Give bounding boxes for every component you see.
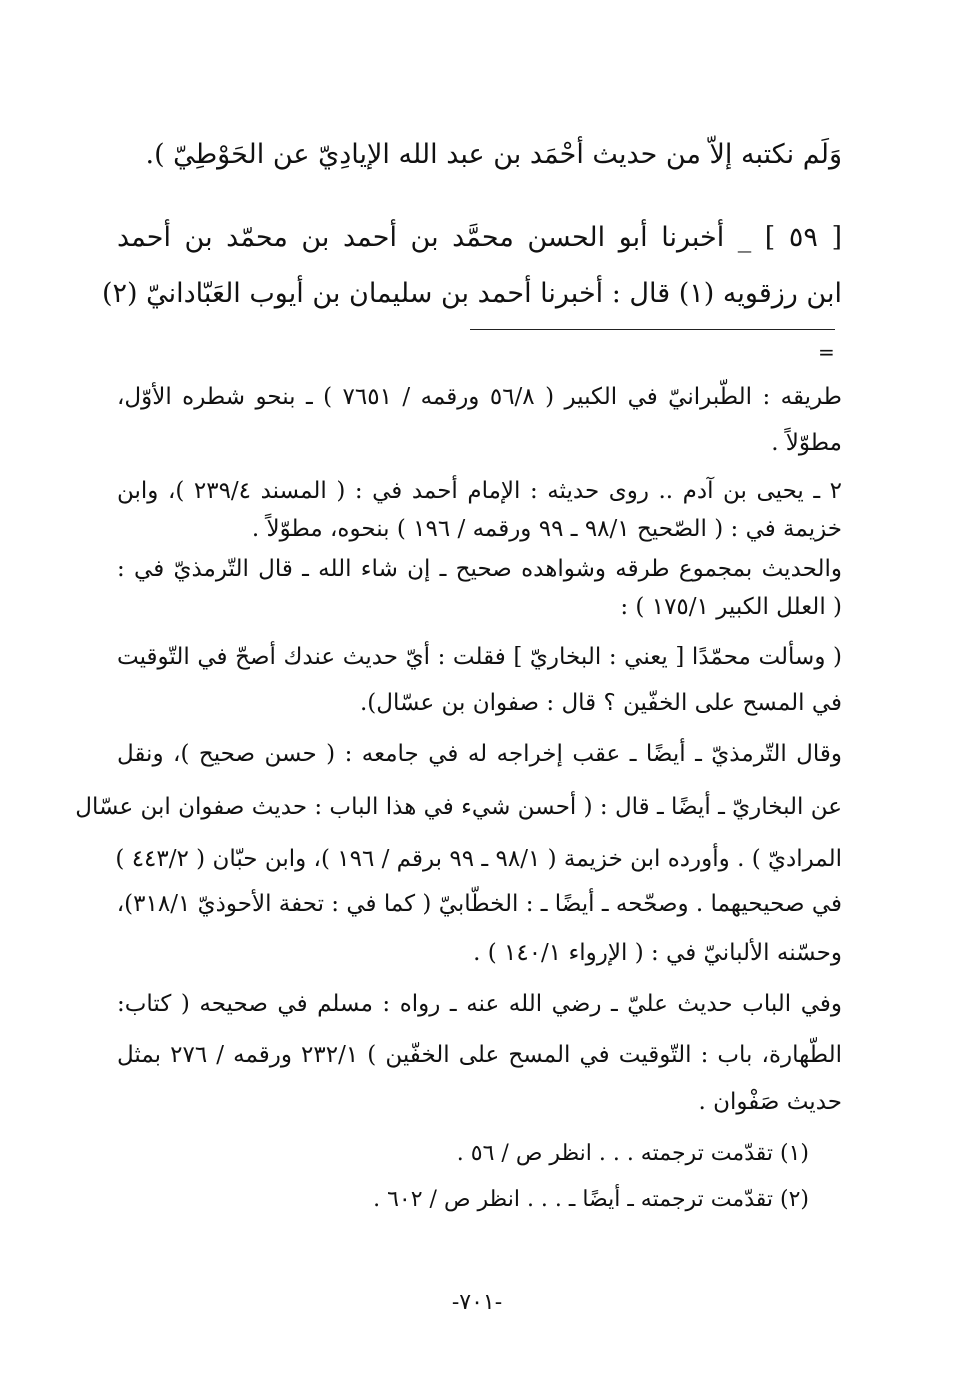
footnote-separator xyxy=(470,329,835,330)
footnote-p2-line-1: ٢ ـ يحيى بن آدم .. روى حديثه : الإمام أحمد في : ( المسند ٢٣٩/٤ )، وابن xyxy=(117,478,842,504)
footnote-p6-line-2: الطّهارة، باب : التّوقيت في المسح على الخفّين ) ٢٣٢/١ ورقمه / ٢٧٦ بمثل xyxy=(117,1042,842,1068)
hadith-59-line-2: ابن رزقويه (١) قال : أخبرنا أحمد بن سليمان بن أيوب العَبّادانيّ (٢) xyxy=(101,278,842,309)
footnote-p3-line-1: والحديث بمجموع طرقه وشواهده صحيح ـ إن شاء الله ـ قال التّرمذيّ في : xyxy=(117,556,842,582)
footnote-p4-line-1: ( وسألت محمّدًا [ يعني : البخاريّ ] فقلت : أيّ حديث عندك أصحّ في التّوقيت xyxy=(117,644,842,670)
footnote-1: (١) تقدّمت ترجمته . . . انظر ص / ٥٦ . xyxy=(456,1141,809,1166)
footnote-2: (٢) تقدّمت ترجمته ـ أيضًا ـ . . . انظر ص / ٦٠٢ . xyxy=(373,1187,809,1212)
footnote-p6-line-3: حديث صَفْوان . xyxy=(698,1089,842,1115)
footnote-p1-line-1: طريقه : الطّبرانيّ في الكبير ( ٥٦/٨ ورقمه / ٧٦٥١ ) ـ بنحو شطره الأوّل، xyxy=(117,384,842,410)
footnote-p4-line-2: في المسح على الخفّين ؟ قال : صفوان بن عسّال). xyxy=(359,690,842,716)
footnote-p5-line-5: وحسّنه الألبانيّ في : ( الإرواء ١٤٠/١ ) . xyxy=(473,940,842,966)
continuation-mark: = xyxy=(818,340,835,364)
hadith-59-line-1: [ ٥٩ ] _ أخبرنا أبو الحسن محمَّد بن أحمد بن محمّد بن أحمد xyxy=(117,222,842,253)
footnote-p5-line-3: المراديّ ) . وأورده ابن خزيمة ( ٩٨/١ ـ ٩٩ برقم / ١٩٦ )، وابن حبّان ( ٤٤٣/٢ ) xyxy=(115,846,842,872)
page-number: -٧٠١- xyxy=(451,1290,503,1315)
footnote-p3-line-2: ( العلل الكبير ١٧٥/١ ) : xyxy=(620,594,842,620)
main-text-line-1: وَلَم نكتبه إلاّ من حديث أحْمَد بن عبد الله الإيادِيّ عن الحَوْطِيّ ). xyxy=(145,139,842,170)
footnote-p2-line-2: خزيمة في : ( الصّحيح ٩٨/١ ـ ٩٩ ورقمه / ١٩٦ ) بنحوه، مطوّلاً . xyxy=(251,516,842,542)
footnote-p5-line-2: عن البخاريّ ـ أيضًا ـ قال : ( أحسن شيء في هذا الباب : حديث صفوان ابن عسّال xyxy=(75,794,842,820)
footnote-p5-line-1: وقال التّرمذيّ ـ أيضًا ـ عقب إخراجه له في جامعه : ( حسن صحيح )، ونقل xyxy=(117,741,842,767)
footnote-p6-line-1: وفي الباب حديث عليّ ـ رضي الله عنه ـ رواه : مسلم في صحيحه ( كتاب: xyxy=(117,991,842,1017)
footnote-p1-line-2: مطوّلاً . xyxy=(771,430,842,456)
footnote-p5-line-4: في صحيحيهما . وصحّحه ـ أيضًا ـ : الخطّابيّ ( كما في : تحفة الأحوذيّ ٣١٨/١)، xyxy=(116,891,842,917)
